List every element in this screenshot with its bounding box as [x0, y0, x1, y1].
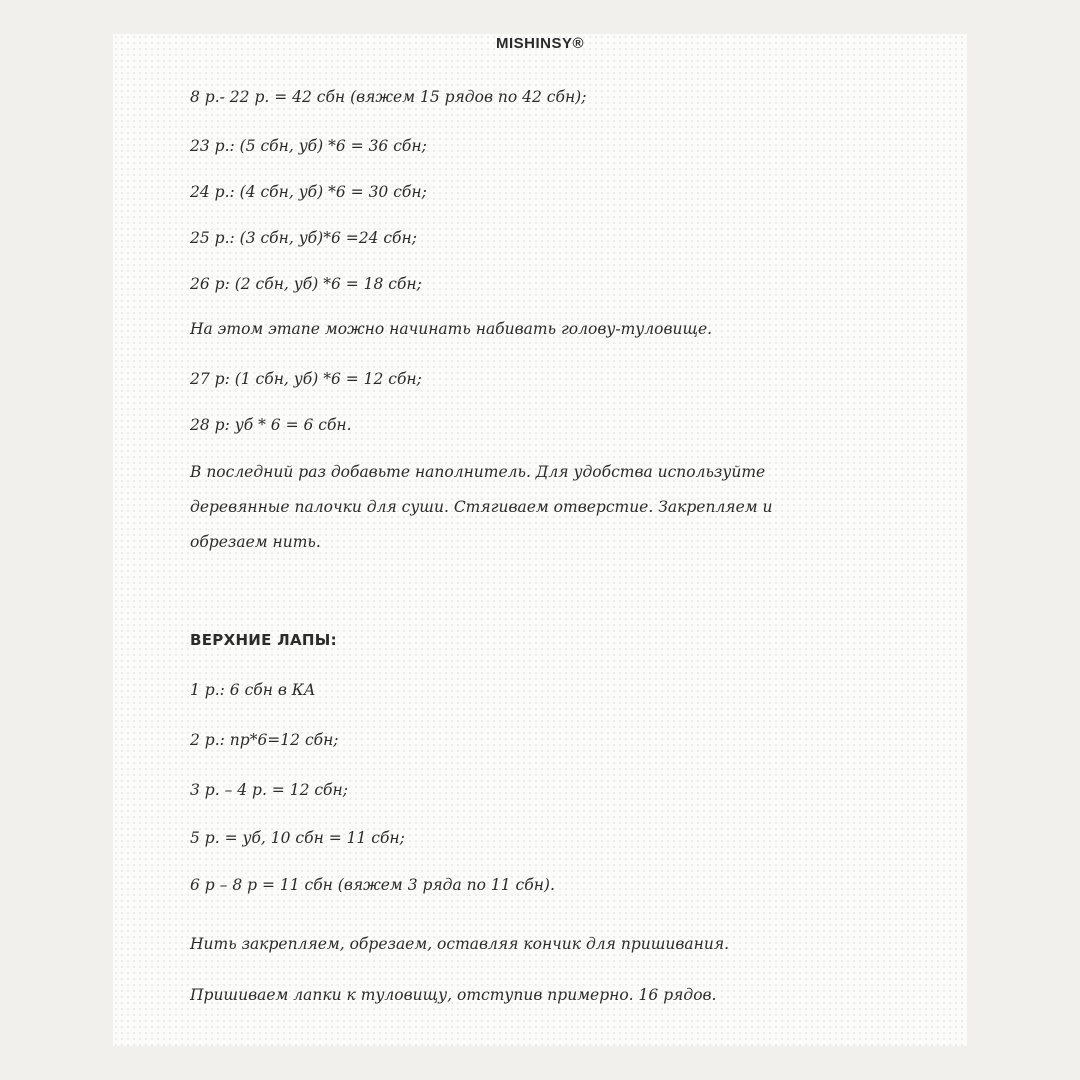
row-instruction: 6 р – 8 р = 11 сбн (вяжем 3 ряда по 11 сбн). — [190, 876, 555, 894]
row-instruction: 28 р: уб * 6 = 6 сбн. — [190, 416, 352, 434]
row-instruction: 25 р.: (3 сбн, уб)*6 =24 сбн; — [190, 229, 417, 247]
stuffing-note: На этом этапе можно начинать набивать голову-туловище. — [190, 320, 713, 338]
row-instruction: 1 р.: 6 сбн в КА — [190, 681, 316, 699]
row-instruction: 5 р. = уб, 10 сбн = 11 сбн; — [190, 829, 405, 847]
row-instruction: 2 р.: пр*6=12 сбн; — [190, 731, 339, 749]
brand-watermark: MISHINSY® — [495, 35, 585, 52]
finish-paragraph: В последний раз добавьте наполнитель. Для удобства используйте деревянные палочки для суши. Стягиваем отверстие. Закрепляем и обрезаем нить. — [190, 463, 773, 551]
row-instruction: 27 р: (1 сбн, уб) *6 = 12 сбн; — [190, 370, 422, 388]
row-instruction: 3 р. – 4 р. = 12 сбн; — [190, 781, 348, 799]
sew-note: Пришиваем лапки к туловищу, отступив примерно. 16 рядов. — [190, 986, 717, 1004]
section-heading: ВЕРХНИЕ ЛАПЫ: — [190, 631, 337, 649]
row-instruction: 23 р.: (5 сбн, уб) *6 = 36 сбн; — [190, 137, 427, 155]
row-instruction: 26 р: (2 сбн, уб) *6 = 18 сбн; — [190, 275, 422, 293]
row-instruction: 8 р.- 22 р. = 42 сбн (вяжем 15 рядов по 42 сбн); — [190, 88, 587, 106]
pattern-page — [113, 34, 967, 1046]
fasten-note: Нить закрепляем, обрезаем, оставляя кончик для пришивания. — [190, 935, 730, 953]
row-instruction: 24 р.: (4 сбн, уб) *6 = 30 сбн; — [190, 183, 427, 201]
